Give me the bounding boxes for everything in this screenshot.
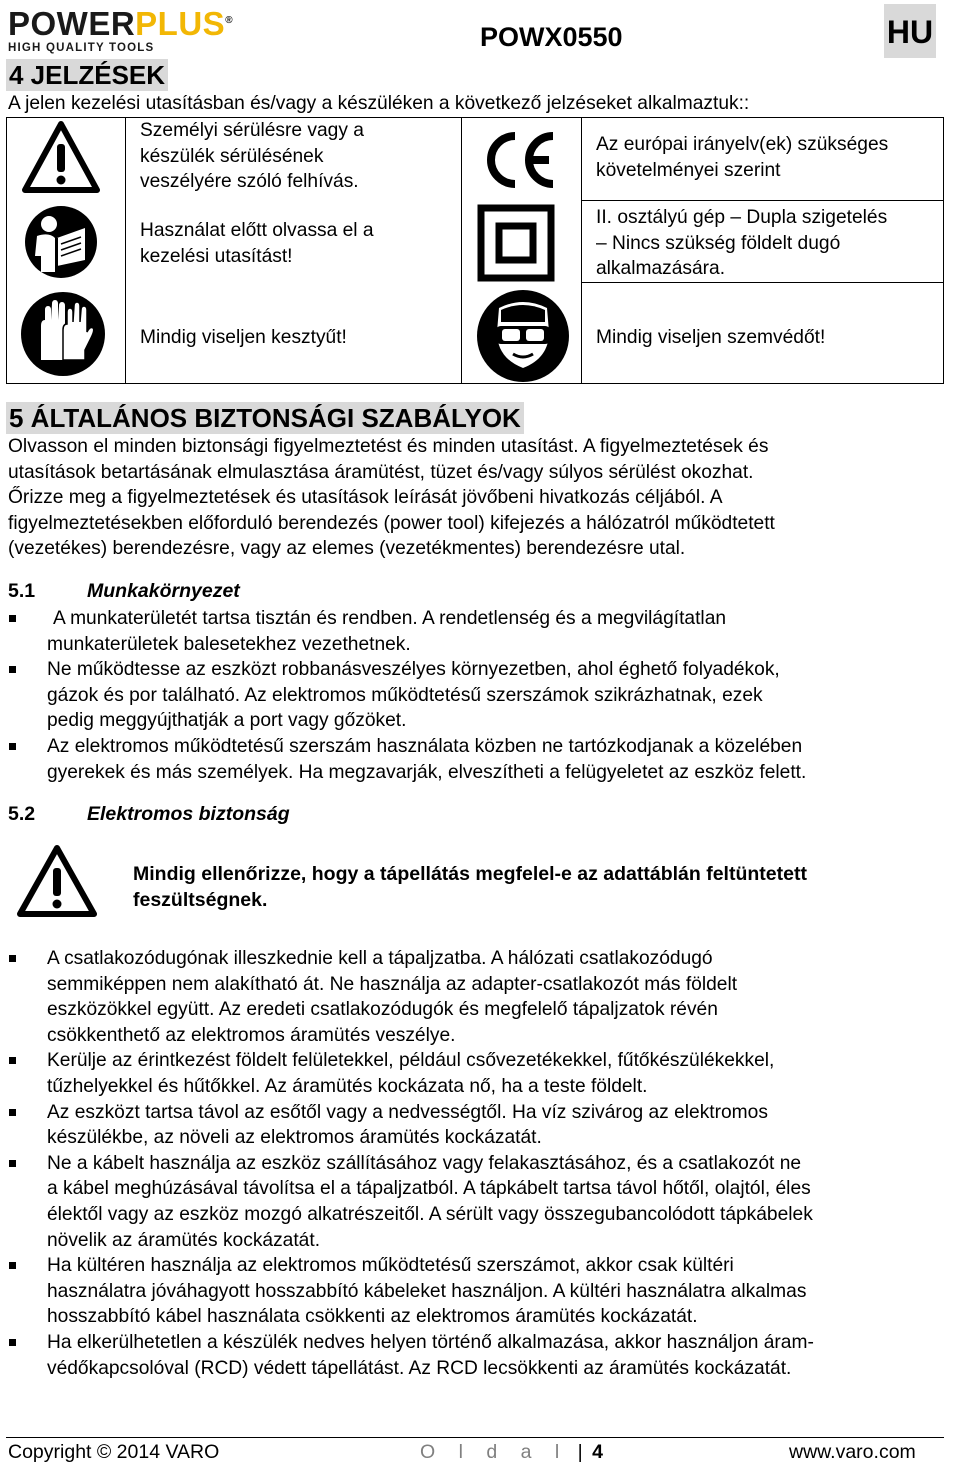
electrical-warning-icon <box>16 844 98 918</box>
list-item: Az eszközt tartsa távol az esőtől vagy a nedvességtől. Ha víz szivárog az elektromos készülékbe, az növeli az elektromos áramütés kockázatát. <box>8 1100 948 1151</box>
warning-triangle-icon <box>21 120 101 194</box>
list-item: Ne működtesse az eszközt robbanásveszélyes környezetben, ahol éghető folyadékok, gázok és por található. Az elektromos működtetésű szerszámok szikrázhatnak, ezek pedig meggyújthatják a port vagy gőzöket. <box>8 657 948 734</box>
section-5-heading: 5 ÁLTALÁNOS BIZTONSÁGI SZABÁLYOK <box>6 402 524 434</box>
footer-copyright: Copyright © 2014 VARO <box>8 1441 220 1463</box>
list-item: Ha kültéren használja az elektromos működtetésű szerszámot, akkor csak kültéri használatra jóváhagyott hosszabbító kábeleket használjon. A kültéri használatra alkalmas hosszabbító kábel használata csökkenti az elektromos áramütés kockázatát. <box>8 1253 948 1330</box>
symbol-desc-class-ii: II. osztályú gép – Dupla szigetelés – Nincs szükség földelt dugó alkalmazására. <box>596 207 888 279</box>
list-item: Kerülje az érintkezést földelt felületekkel, például csővezetékekkel, fűtőkészülékekkel, tűzhelyekkel és hűtőkkel. Az áramütés kockázata nő, ha a teste földelt. <box>8 1048 948 1099</box>
section-5-intro: Olvasson el minden biztonsági figyelmeztetést és minden utasítást. A figyelmeztetések és utasítások betartásának elmulasztása áramütést, tüzet és/vagy súlyos sérülést okozhat. Őrizze meg a figyelmeztetések és utasítások leírását jövőbeni hivatkozás céljából. A figyelmeztetésekben előforduló berendezés (power tool) kifejezés a hálózatról működtetett (vezetékes) berendezésre, vagy az elemes (vezetékmentes) berendezésre utal. <box>8 436 775 559</box>
list-item: A munkaterületét tartsa tisztán és rendben. A rendetlenség és a megvilágítatlan munkaterületek balesetekhez vezethetnek. <box>8 606 948 657</box>
ce-mark-icon <box>483 130 559 190</box>
model-number: POWX0550 <box>480 22 623 52</box>
symbol-desc-read-manual: Használat előtt olvassa el a kezelési utasítást! <box>140 220 374 267</box>
voltage-warning: Mindig ellenőrizze, hogy a tápellátás megfelel-e az adattáblán feltüntetett feszültségnek. <box>133 863 807 911</box>
footer-page <box>420 1441 603 1464</box>
symbol-desc-gloves: Mindig viseljen kesztyűt! <box>140 327 347 348</box>
registered-mark: ® <box>225 15 234 26</box>
subsection-5-1-list <box>8 606 948 785</box>
brand-tagline: HIGH QUALITY TOOLS <box>8 42 155 54</box>
page-number: 4 <box>592 1441 603 1463</box>
symbol-desc-goggles: Mindig viseljen szemvédőt! <box>596 327 826 348</box>
list-item: A csatlakozódugónak illeszkednie kell a tápaljzatba. A hálózati csatlakozódugó semmiképpen nem alakítható át. Ne használja az adapter-csatlakozót más földelt eszközökkel együtt. Az eredeti csatlakozódugók és megfelelő tápaljzatok révén csökkenthető az elektromos áramütés veszélye. <box>8 946 948 1048</box>
section-4-heading: 4 JELZÉSEK <box>6 59 168 91</box>
safety-goggles-icon <box>475 288 571 384</box>
page-separator: | <box>577 1441 583 1463</box>
brand-part1: POWER <box>8 5 136 42</box>
brand-part2: PLUS <box>135 5 226 42</box>
subsection-5-2-list <box>8 946 948 1381</box>
list-item: Az elektromos működtetésű szerszám használata közben ne tartózkodjanak a közelében gyerekek és más személyek. Ha megzavarják, elveszítheti a felügyeletet az eszköz felett. <box>8 734 948 785</box>
list-item: Ha elkerülhetetlen a készülék nedves helyen történő alkalmazása, akkor használjon áram- védőkapcsolóval (RCD) védett tápellátást. Az RCD lecsökkenti az áramütés kockázatát. <box>8 1330 948 1381</box>
section-4-intro: A jelen kezelési utasításban és/vagy a készüléken a következő jelzéseket alkalmaztuk:: <box>8 93 750 114</box>
symbol-desc-warning: Személyi sérülésre vagy a készülék sérülésének veszélyére szóló felhívás. <box>140 120 364 192</box>
language-badge: HU <box>884 4 936 58</box>
symbols-table <box>6 117 944 384</box>
subsection-5-2-heading: 5.2 Elektromos biztonság <box>8 803 290 825</box>
list-item: Ne a kábelt használja az eszköz szállításához vagy felakasztásához, és a csatlakozót ne a kábel meghúzásával távolítsa el a tápaljzatból. A tápkábelt tartsa távol hőtől, olajtól, éles élektől vagy az eszköz mozgó alkatrészeitől. A sérült vagy összegubancolódott tápkábelek növelik az áramütés kockázatát. <box>8 1151 948 1253</box>
page-word: O l d a l <box>420 1441 569 1463</box>
symbol-desc-ce: Az európai irányelv(ek) szükséges követelményei szerint <box>596 134 889 181</box>
subsection-5-1-heading: 5.1 Munkakörnyezet <box>8 580 240 602</box>
class-ii-double-insulation-icon <box>477 204 555 282</box>
gloves-icon <box>19 290 107 378</box>
footer-divider <box>6 1437 944 1438</box>
brand-logo <box>8 4 288 52</box>
read-manual-icon <box>23 204 99 280</box>
footer-website[interactable]: www.varo.com <box>789 1441 916 1463</box>
